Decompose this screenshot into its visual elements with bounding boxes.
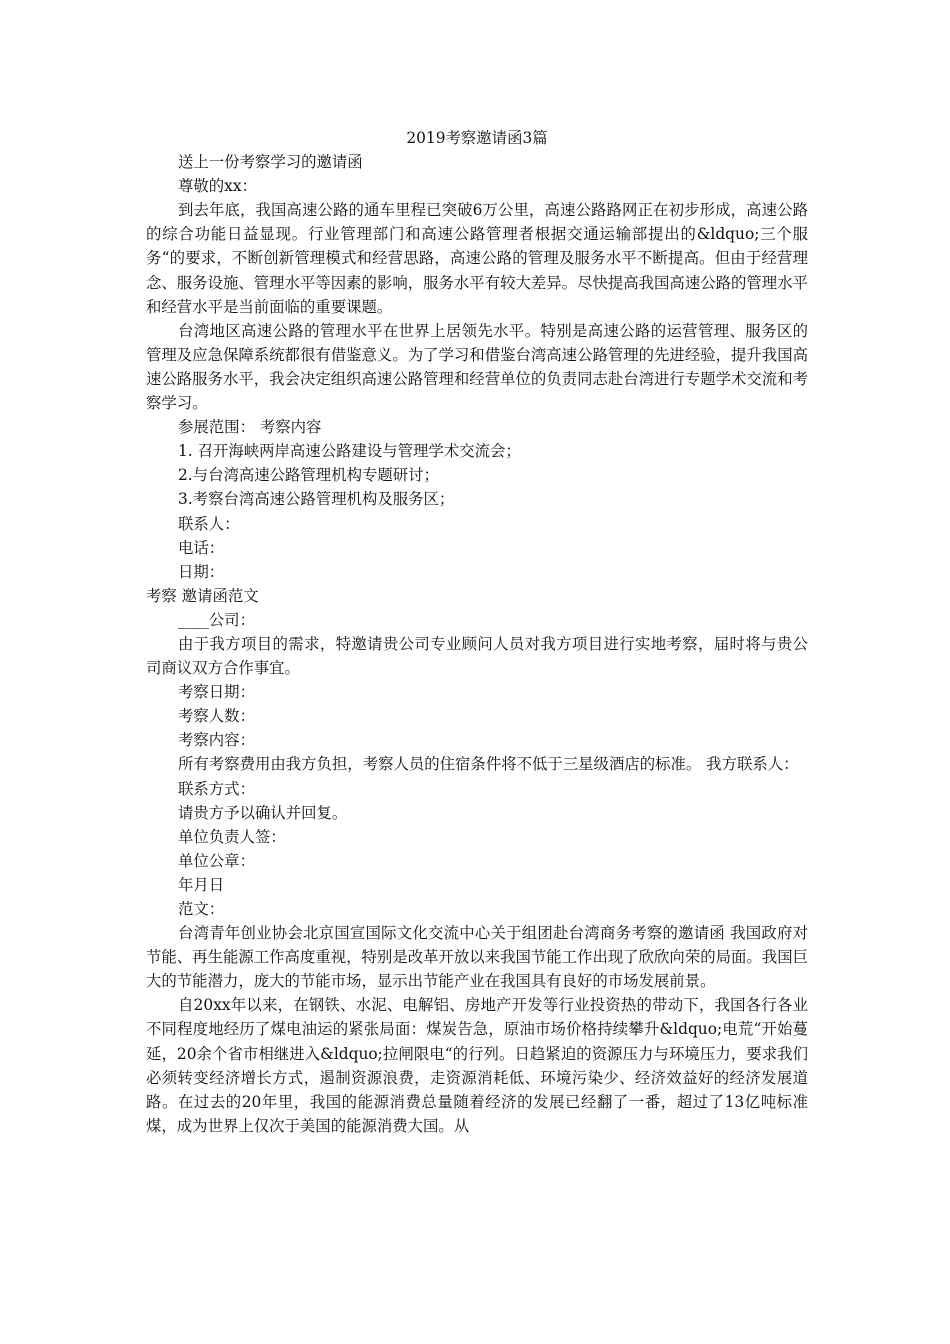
list-item: 3.考察台湾高速公路管理机构及服务区； <box>178 490 455 509</box>
list-item: 2.与台湾高速公路管理机构专题研讨； <box>178 466 439 485</box>
section-heading: 考察 邀请函范文 <box>146 586 259 605</box>
body-paragraph: 自20xx年以来，在钢铁、水泥、电解铝、房地产开发等行业投资热的带动下，我国各行各业不同程度地经历了煤电油运的紧张局面：煤炭告急，原油市场价格持续攀升&ldquo;电荒“开始蔓延，20余个省市相继进入&ldquo;拉闸限电“的行列。日趋紧迫的资源压力与环境压力，要求我们必须转变经济增长方式，遏制资源浪费，走资源消耗低、环境污染少、经济效益好的经济发展道路。在过去的20年里，我国的能源消费总量随着经济的发展已经翻了一番，超过了13亿吨标准煤，成为世界上仅次于美国的能源消费大国。从 <box>146 996 808 1135</box>
document-title: 2019考察邀请函3篇 <box>406 129 548 147</box>
company-salutation: ____公司： <box>178 610 255 629</box>
body-paragraph: 到去年底，我国高速公路的通车里程已突破6万公里，高速公路路网正在初步形成，高速公路的综合功能日益显现。行业管理部门和高速公路管理者根据交通运输部提出的&ldquo;三个服务“的要求，不断创新管理模式和经营思路，高速公路的管理及服务水平不断提高。但由于经营理念、服务设施、管理水平等因素的影响，服务水平有较大差异。尽快提高我国高速公路的管理水平和经营水平是当前面临的重要课题。 <box>146 201 808 316</box>
body-paragraph: 台湾青年创业协会北京国宣国际文化交流中心关于组团赴台湾商务考察的邀请函 我国政府对节能、再生能源工作高度重视，特别是改革开放以来我国节能工作出现了欣欣向荣的局面。我国巨大的节能潜力，庞大的节能市场，显示出节能产业在我国具有良好的市场发展前景。 <box>146 924 808 991</box>
salutation: 尊敬的xx： <box>178 177 257 196</box>
sample-label: 范文： <box>178 900 225 918</box>
visit-count-line: 考察人数： <box>178 707 255 726</box>
phone-line: 电话： <box>178 538 225 557</box>
scope-line: 参展范围： 考察内容 <box>178 418 322 437</box>
visit-date-line: 考察日期： <box>178 683 255 702</box>
date-line: 日期： <box>178 562 225 581</box>
body-paragraph: 由于我方项目的需求，特邀请贵公司专业顾问人员对我方项目进行实地考察，届时将与贵公司商议双方合作事宜。 <box>146 634 808 678</box>
intro-line: 送上一份考察学习的邀请函 <box>178 153 363 172</box>
reply-request-line: 请贵方予以确认并回复。 <box>178 803 348 822</box>
contact-person-line: 联系人： <box>178 514 240 533</box>
signature-line: 单位负责人签： <box>178 827 286 846</box>
visit-content-line: 考察内容： <box>178 731 255 750</box>
contact-method-line: 联系方式： <box>178 779 255 798</box>
document-body <box>146 126 808 1138</box>
list-item: 1. 召开海峡两岸高速公路建设与管理学术交流会； <box>178 442 521 461</box>
body-paragraph: 所有考察费用由我方负担，考察人员的住宿条件将不低于三星级酒店的标准。 我方联系人： <box>178 755 799 774</box>
seal-line: 单位公章： <box>178 851 255 870</box>
date-placeholder-line: 年月日 <box>178 875 225 894</box>
body-paragraph: 台湾地区高速公路的管理水平在世界上居领先水平。特别是高速公路的运营管理、服务区的管理及应急保障系统都很有借鉴意义。为了学习和借鉴台湾高速公路管理的先进经验，提升我国高速公路服务水平，我会决定组织高速公路管理和经营单位的负责同志赴台湾进行专题学术交流和考察学习。 <box>146 321 808 413</box>
